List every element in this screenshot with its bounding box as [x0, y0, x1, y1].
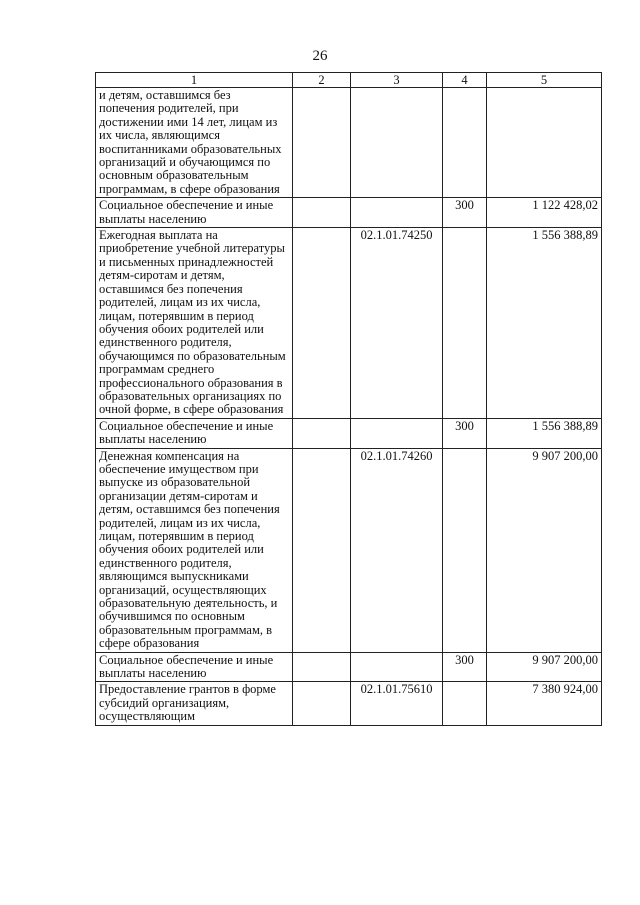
expense-type: 300 [443, 198, 487, 228]
target-code [351, 652, 443, 682]
table-row [96, 198, 602, 228]
empty-cell [293, 198, 351, 228]
header-row [96, 73, 602, 88]
item-name: Денежная компенсация на обеспечение имуществом при выпуске из образовательной организации детям-сиротам и детям, оставшимся без попечения родителей, лицам из их числа, лицам, потерявшим в период обучения обоих родителей или единственного родителя, являющимся выпускниками организаций, осуществляющих образовательную деятельность, и обучившимся по основным образовательным программам, в сфере образования [96, 448, 293, 652]
empty-cell [293, 682, 351, 725]
item-name: Социальное обеспечение и иные выплаты населению [96, 198, 293, 228]
table-row [96, 418, 602, 448]
table-row [96, 88, 602, 198]
amount: 1 556 388,89 [487, 418, 602, 448]
expense-type [443, 228, 487, 419]
target-code [351, 418, 443, 448]
header-cell: 3 [351, 73, 443, 88]
table-row [96, 228, 602, 419]
header-cell: 4 [443, 73, 487, 88]
item-name: Предоставление грантов в форме субсидий организациям, осуществляющим [96, 682, 293, 725]
amount: 1 556 388,89 [487, 228, 602, 419]
empty-cell [293, 88, 351, 198]
target-code: 02.1.01.74250 [351, 228, 443, 419]
amount [487, 88, 602, 198]
table-row [96, 682, 602, 725]
header-cell: 5 [487, 73, 602, 88]
empty-cell [293, 652, 351, 682]
empty-cell [293, 228, 351, 419]
amount: 1 122 428,02 [487, 198, 602, 228]
amount: 9 907 200,00 [487, 448, 602, 652]
expense-type: 300 [443, 418, 487, 448]
target-code: 02.1.01.74260 [351, 448, 443, 652]
amount: 7 380 924,00 [487, 682, 602, 725]
header-cell: 1 [96, 73, 293, 88]
item-name: Социальное обеспечение и иные выплаты населению [96, 652, 293, 682]
amount: 9 907 200,00 [487, 652, 602, 682]
expense-type: 300 [443, 652, 487, 682]
empty-cell [293, 448, 351, 652]
expense-type [443, 448, 487, 652]
target-code: 02.1.01.75610 [351, 682, 443, 725]
target-code [351, 88, 443, 198]
budget-table [95, 72, 602, 726]
empty-cell [293, 418, 351, 448]
page-number: 26 [312, 48, 328, 64]
target-code [351, 198, 443, 228]
item-name: Ежегодная выплата на приобретение учебной литературы и письменных принадлежностей детям-сиротам и детям, оставшимся без попечения родителей, лицам из их числа, лицам, потерявшим в период обучения обоих родителей или единственного родителя, обучающимся по образовательным программам среднего профессионального образования в образовательных организациях по очной форме, в сфере образования [96, 228, 293, 419]
table-row [96, 448, 602, 652]
expense-type [443, 682, 487, 725]
item-name: и детям, оставшимся без попечения родителей, при достижении ими 14 лет, лицам из их числа, являющимся воспитанниками образовательных организаций и обучающимся по основным образовательным программам, в сфере образования [96, 88, 293, 198]
table-row [96, 652, 602, 682]
header-cell: 2 [293, 73, 351, 88]
expense-type [443, 88, 487, 198]
item-name: Социальное обеспечение и иные выплаты населению [96, 418, 293, 448]
